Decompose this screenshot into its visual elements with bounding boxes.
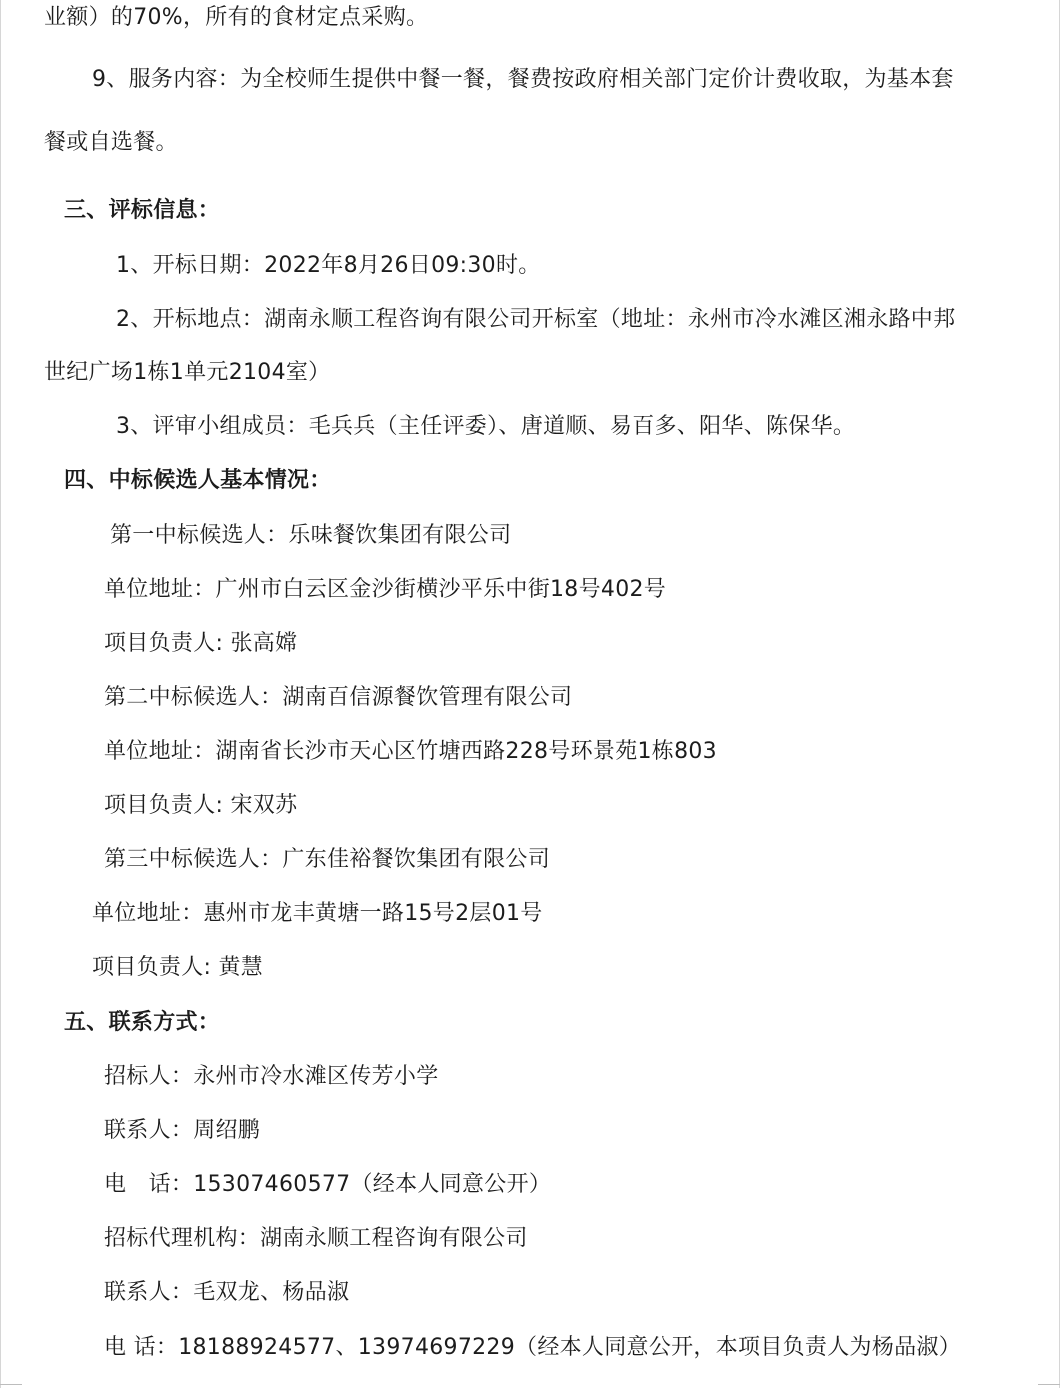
candidate-2-address: 单位地址：湖南省长沙市天心区竹塘西路228号环景苑1栋803 [104, 739, 717, 764]
agency-contact: 联系人：毛双龙、杨品淑 [104, 1280, 350, 1305]
candidate-1-address: 单位地址：广州市白云区金沙街横沙平乐中街18号402号 [104, 577, 667, 602]
tenderer: 招标人：永州市冷水滩区传芳小学 [104, 1064, 439, 1089]
candidate-1-manager: 项目负责人: 张高嫦 [104, 631, 298, 656]
candidate-3-address: 单位地址：惠州市龙丰黄塘一路15号2层01号 [92, 901, 543, 926]
candidate-1-name: 第一中标候选人：乐味餐饮集团有限公司 [110, 523, 512, 548]
bid-opening-location-line-2: 世纪广场1栋1单元2104室） [44, 360, 331, 385]
tenderer-phone: 电 话：15307460577（经本人同意公开） [104, 1172, 552, 1197]
bid-opening-location-line-1: 2、开标地点：湖南永顺工程咨询有限公司开标室（地址：永州市冷水滩区湘永路中邦 [116, 307, 956, 332]
candidate-2-name: 第二中标候选人：湖南百信源餐饮管理有限公司 [104, 685, 573, 710]
section-5-heading: 五、联系方式： [64, 1010, 221, 1035]
item-9-line-1: 9、服务内容：为全校师生提供中餐一餐，餐费按政府相关部门定价计费收取，为基本套 [92, 67, 954, 92]
bid-opening-date: 1、开标日期：2022年8月26日09:30时。 [116, 253, 541, 278]
agency-phone: 电 话：18188924577、13974697229（经本人同意公开，本项目负责人为杨品淑） [104, 1335, 962, 1360]
tenderer-contact: 联系人：周绍鹏 [104, 1118, 261, 1143]
section-3-heading: 三、评标信息： [64, 198, 221, 223]
page-corner-mark-right [1038, 1384, 1060, 1385]
section-4-heading: 四、中标候选人基本情况： [64, 468, 332, 493]
candidate-3-manager: 项目负责人: 黄慧 [92, 955, 264, 980]
page-corner-mark-left [0, 1384, 22, 1385]
review-panel-members: 3、评审小组成员：毛兵兵（主任评委）、唐道顺、易百多、阳华、陈保华。 [116, 414, 856, 439]
candidate-3-name: 第三中标候选人：广东佳裕餐饮集团有限公司 [104, 847, 551, 872]
item-9-line-2: 餐或自选餐。 [44, 130, 178, 155]
candidate-2-manager: 项目负责人: 宋双苏 [104, 793, 298, 818]
page-left-edge [0, 0, 1, 1388]
paragraph-continuation: 业额）的70%，所有的食材定点采购。 [44, 5, 429, 30]
tender-agency: 招标代理机构：湖南永顺工程咨询有限公司 [104, 1226, 528, 1251]
